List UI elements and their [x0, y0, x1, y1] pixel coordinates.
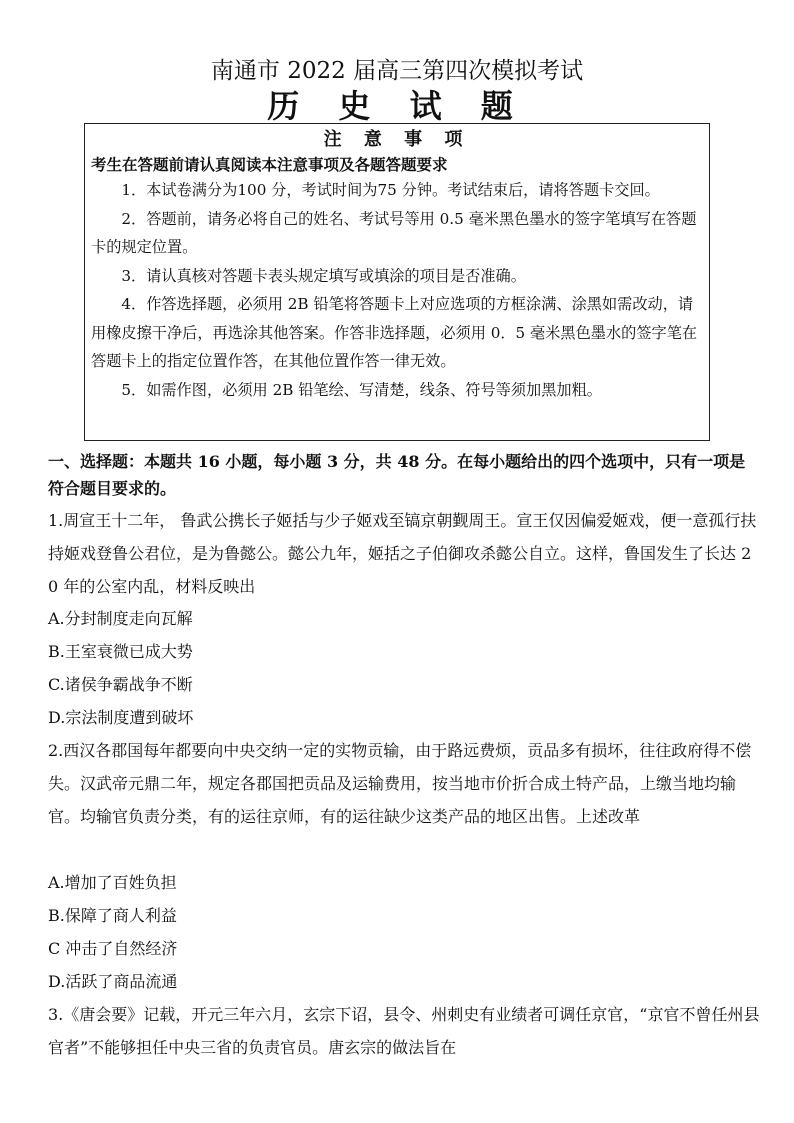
- question-3-stem: 3.《唐会要》记载，开元三年六月，玄宗下诏，县令、州刺史有业绩者可调任京官，“京官不曾任州县官者”不能够担任中央三省的负责官员。唐玄宗的做法旨在: [48, 1005, 760, 1057]
- question-1-option-b: B.王室衰微已成大势: [48, 642, 193, 661]
- question-2-option-d: D.活跃了商品流通: [48, 972, 178, 991]
- notice-requirement: 考生在答题前请认真阅读本注意事项及各题答题要求: [91, 155, 448, 174]
- question-2-option-b: B.保障了商人利益: [48, 906, 177, 925]
- subject-title: 历 史 试 题: [267, 87, 527, 125]
- notice-item-5: 5．如需作图，必须用 2B 铅笔绘、写清楚，线条、符号等须加黑加粗。: [121, 380, 602, 399]
- notice-item-3: 3．请认真核对答题卡表头规定填写或填涂的项目是否准确。: [121, 266, 526, 285]
- question-2-option-c: C 冲击了自然经济: [48, 939, 178, 958]
- question-1-option-d: D.宗法制度遭到破坏: [48, 708, 194, 727]
- notice-item-4: 4．作答选择题，必须用 2B 铅笔将答题卡上对应选项的方框涂满、涂黑如需改动，请用橡皮擦干净后，再选涂其他答案。作答非选择题，必须用 0．5 毫米黑色墨水的签字笔在答题卡上的指定位置作答，在其他位置作答一律无效。: [91, 295, 698, 370]
- question-1-stem: 1.周宣王十二年， 鲁武公携长子姬括与少子姬戏至镐京朝觐周王。宣王仅因偏爱姬戏，便一意孤行扶持姬戏登鲁公君位，是为鲁懿公。懿公九年，姬括之子伯御攻杀懿公自立。这样，鲁国发生了长达 20 年的公室内乱，材料反映出: [48, 511, 757, 596]
- notice-item-1: 1．本试卷满分为100 分，考试时间为75 分钟。考试结束后，请将答题卡交回。: [121, 181, 660, 199]
- section-heading: 一、选择题：本题共 16 小题，每小题 3 分，共 48 分。在每小题给出的四个选项中，只有一项是符合题目要求的。: [48, 452, 746, 498]
- question-2-option-a: A.增加了百姓负担: [48, 873, 177, 892]
- exam-title: 南通市 2022 届高三第四次模拟考试: [210, 58, 584, 84]
- question-1-option-c: C.诸侯争霸战争不断: [48, 675, 193, 694]
- notice-item-2: 2．答题前，请务必将自己的姓名、考试号等用 0.5 毫米黑色墨水的签字笔填写在答题卡的规定位置。: [91, 209, 697, 256]
- notice-title: 注 意 事 项: [323, 129, 471, 150]
- notice-items: [91, 176, 703, 404]
- question-1-option-a: A.分封制度走向瓦解: [48, 609, 193, 628]
- notice-box: [84, 123, 710, 441]
- question-2-stem: 2.西汉各郡国每年都要向中央交纳一定的实物贡输，由于路远费烦，贡品多有损坏，往往政府得不偿失。汉武帝元鼎二年，规定各郡国把贡品及运输费用，按当地市价折合成土特产品，上缴当地均输官。均输官负责分类，有的运往京师，有的运往缺少这类产品的地区出售。上述改革: [48, 741, 752, 826]
